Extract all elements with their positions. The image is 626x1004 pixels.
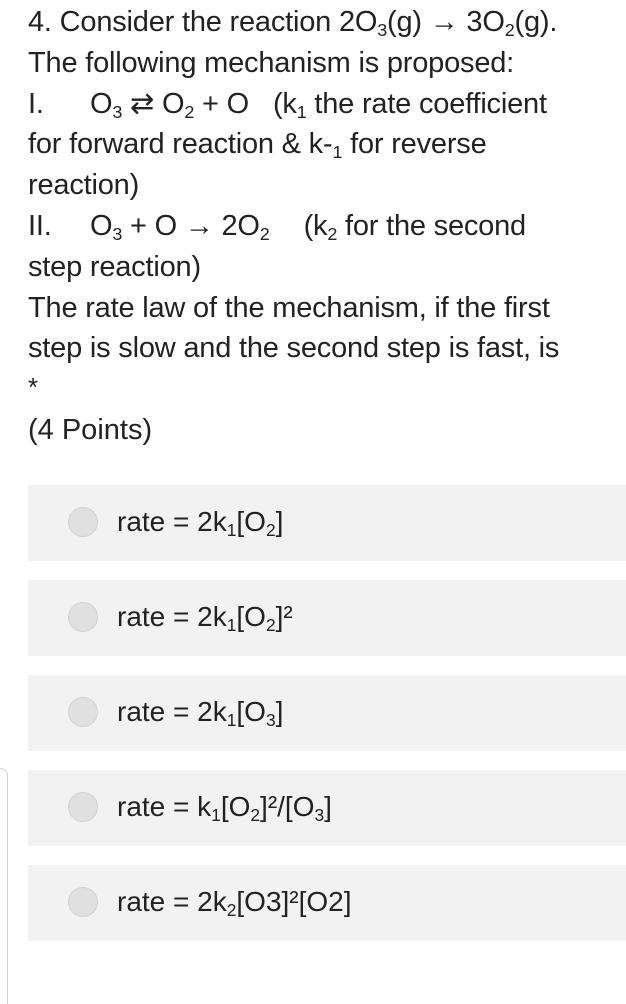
option-label: rate = $2k_1[O_2]^2$ <box>117 601 293 635</box>
radio-button[interactable] <box>68 887 98 917</box>
option-label: rate = $2k_1[O_2]$ <box>117 506 284 540</box>
answer-option-5[interactable] <box>28 865 626 941</box>
answer-option-4[interactable] <box>28 770 626 846</box>
radio-button[interactable] <box>68 697 98 727</box>
required-asterisk: * <box>28 372 39 402</box>
question-line-2: The following mechanism is proposed: <box>28 46 515 79</box>
answer-option-1[interactable] <box>28 485 626 561</box>
edge-divider <box>0 768 8 1004</box>
mechanism-step-2: II. $O_3 + O \to 2O_2$ ($k_2$ for the second <box>28 206 624 247</box>
question-line-1: 4. Consider the reaction $2O_3(g) \to 3O_2(g)$. <box>28 6 558 41</box>
question-line-8: The rate law of the mechanism, if the first <box>28 291 550 324</box>
question-text <box>28 2 624 369</box>
option-label: rate = $2k_2[O3]^2[O2]$ <box>117 886 352 920</box>
answer-option-3[interactable] <box>28 675 626 751</box>
question-line-7: step reaction) <box>28 250 201 283</box>
radio-button[interactable] <box>68 507 98 537</box>
answer-option-2[interactable] <box>28 580 626 656</box>
points-label: (4 Points) <box>28 414 153 446</box>
step-number: II. <box>28 209 52 242</box>
question-line-4: for forward reaction & $k-_1$ for reverse <box>28 128 487 163</box>
step-number: I. <box>28 87 44 120</box>
radio-button[interactable] <box>68 602 98 632</box>
option-label: rate = $k_1[O_2]^2/[O_3]$ <box>117 791 332 825</box>
mechanism-step-1: I. $O_3$ ⇄ $O_2 + O$ ($k_1$ the rate coefficient <box>28 84 624 125</box>
option-label: rate = $2k_1[O_3]$ <box>117 696 284 730</box>
question-line-5: reaction) <box>28 169 140 202</box>
radio-button[interactable] <box>68 792 98 822</box>
question-line-9: step is slow and the second step is fast, is <box>28 332 560 365</box>
